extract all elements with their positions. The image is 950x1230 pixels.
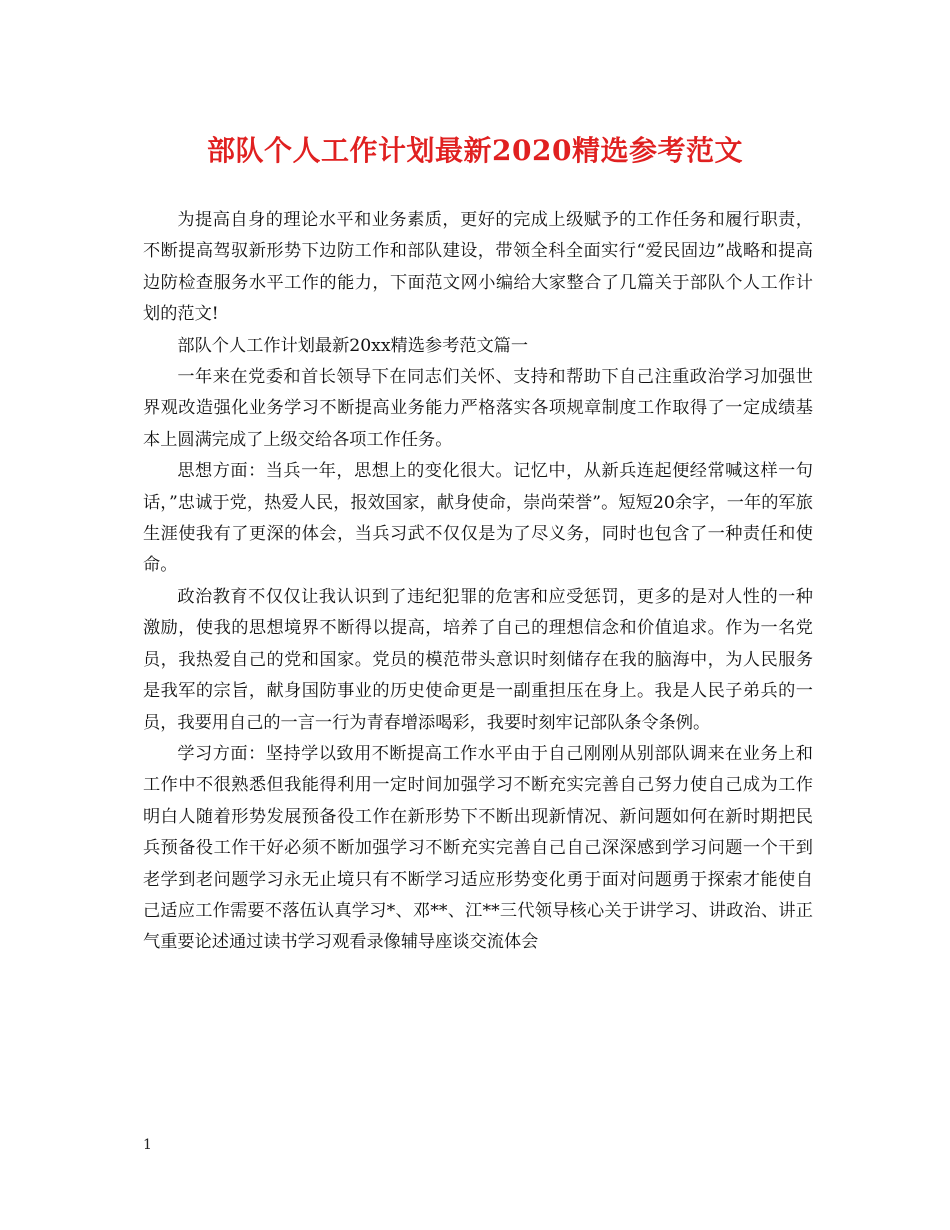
document-body bbox=[143, 205, 813, 959]
page-number: 1 bbox=[143, 1137, 152, 1153]
intro-paragraph: 为提高自身的理论水平和业务素质，更好的完成上级赋予的工作任务和履行职责，不断提高驾驭新形势下边防工作和部队建设，带领全科全面实行“爱民固边”战略和提高边防检查服务水平工作的能力，下面范文网小编给大家整合了几篇关于部队个人工作计划的范文! bbox=[143, 210, 813, 325]
section-heading: 部队个人工作计划最新20xx精选参考范文篇一 bbox=[177, 335, 529, 356]
document-title: 部队个人工作计划最新2020精选参考范文 bbox=[207, 134, 743, 167]
thought-paragraph: 思想方面：当兵一年，思想上的变化很大。记忆中，从新兵连起便经常喊这样一句话，”忠诚于党，热爱人民，报效国家，献身使命，崇尚荣誉”。短短20余字，一年的军旅生涯使我有了更深的体会，当兵习武不仅仅是为了尽义务，同时也包含了一种责任和使命。 bbox=[143, 461, 813, 576]
summary-paragraph: 一年来在党委和首长领导下在同志们关怀、支持和帮助下自己注重政治学习加强世界观改造强化业务学习不断提高业务能力严格落实各项规章制度工作取得了一定成绩基本上圆满完成了上级交给各项工作任务。 bbox=[143, 367, 813, 450]
study-paragraph: 学习方面：坚持学以致用不断提高工作水平由于自己刚刚从别部队调来在业务上和工作中不很熟悉但我能得利用一定时间加强学习不断充实完善自己努力使自己成为工作明白人随着形势发展预备役工作在新形势下不断出现新情况、新问题如何在新时期把民兵预备役工作干好必须不断加强学习不断充实完善自己自己深深感到学习问题一个干到老学到老问题学习永无止境只有不断学习适应形势变化勇于面对问题勇于探索才能使自己适应工作需要不落伍认真学习*、邓**、江**三代领导核心关于讲学习、讲政治、讲正气重要论述通过读书学习观看录像辅导座谈交流体会 bbox=[143, 743, 813, 953]
political-education-paragraph: 政治教育不仅仅让我认识到了违纪犯罪的危害和应受惩罚，更多的是对人性的一种激励，使我的思想境界不断得以提高，培养了自己的理想信念和价值追求。作为一名党员，我热爱自己的党和国家。党员的模范带头意识时刻储存在我的脑海中，为人民服务是我军的宗旨，献身国防事业的历史使命更是一副重担压在身上。我是人民子弟兵的一员，我要用自己的一言一行为青春增添喝彩，我要时刻牢记部队条令条例。 bbox=[143, 586, 813, 733]
